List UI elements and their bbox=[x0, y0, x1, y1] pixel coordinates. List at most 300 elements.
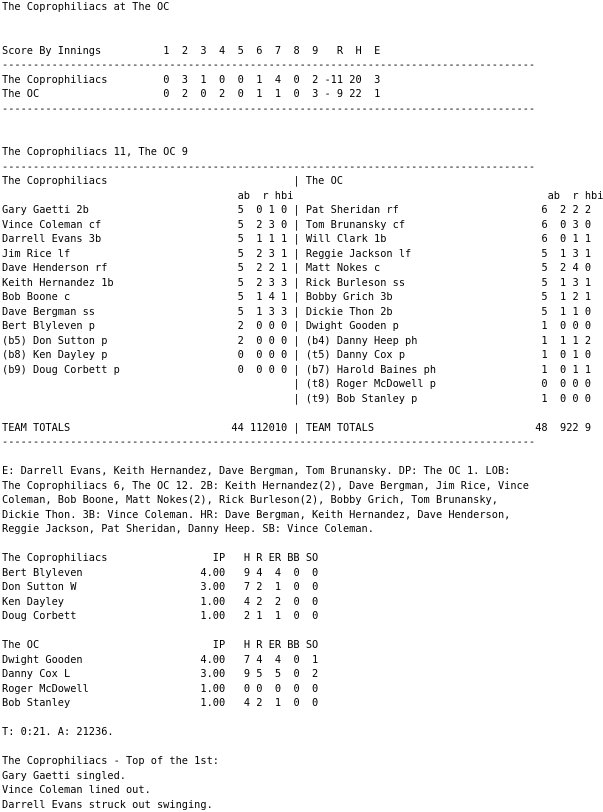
inning-score: 0 bbox=[163, 88, 169, 100]
batting-row: Darrell Evans 3b 5 1 1 1 | Will Clark 1b 6 0 1 1 bbox=[2, 232, 603, 247]
stat-r: 0 bbox=[560, 320, 566, 332]
stat-h: 3 bbox=[269, 277, 275, 289]
game-title bbox=[2, 0, 603, 15]
inning-header: 6 bbox=[256, 45, 262, 57]
inning-score: 2 bbox=[219, 88, 225, 100]
inning-score: 1 bbox=[200, 74, 206, 86]
stat-r: 1 bbox=[560, 291, 566, 303]
pitcher-name: Danny Cox L bbox=[2, 668, 70, 680]
pitching-header: IP bbox=[213, 552, 225, 564]
stat-h: 4 bbox=[269, 291, 275, 303]
stat-r: 11 bbox=[250, 422, 262, 434]
pitching-row bbox=[2, 653, 603, 668]
inning-header: 4 bbox=[219, 45, 225, 57]
stat-bi: 0 bbox=[281, 219, 287, 231]
pitching-header: IP bbox=[213, 639, 225, 651]
stat-header: h bbox=[585, 190, 591, 202]
stat-r: 0 bbox=[560, 349, 566, 361]
game-notes-text: Coleman, Bob Boone, Matt Nokes(2), Rick Burleson(2), Bobby Grich, Tom Brunansky, bbox=[2, 494, 498, 506]
away-batter-name: Dave Henderson rf bbox=[2, 262, 107, 274]
stat-h: 1 bbox=[269, 233, 275, 245]
pitching-stat-h: 4 bbox=[244, 596, 250, 608]
stat-bi: 0 bbox=[585, 320, 591, 332]
inning-score: 1 bbox=[256, 88, 262, 100]
pitching-row bbox=[2, 696, 603, 711]
stat-bi: 3 bbox=[281, 306, 287, 318]
stat-bi: 1 bbox=[585, 233, 591, 245]
stat-ab: 44 bbox=[231, 422, 243, 434]
stat-h: 3 bbox=[572, 248, 578, 260]
game-info-text: T: 0:21. A: 21236. bbox=[2, 726, 114, 738]
home-batter-name: Tom Brunansky cf bbox=[306, 219, 405, 231]
game-notes-text: Dickie Thon. 3B: Vince Coleman. HR: Dave Bergman, Keith Hernandez, Dave Henderson, bbox=[2, 509, 510, 521]
pitcher-name: Ken Dayley bbox=[2, 596, 64, 608]
pitching-header: ER bbox=[269, 552, 281, 564]
stat-h: 1 bbox=[572, 233, 578, 245]
pitching-stat-h: 0 bbox=[244, 683, 250, 695]
stat-h: 3 bbox=[269, 306, 275, 318]
batting-row: (b9) Doug Corbett p 0 0 0 0 | (b7) Harold Baines ph 1 0 1 1 bbox=[2, 363, 603, 378]
pitching-stat-bb: 0 bbox=[293, 697, 299, 709]
stat-bi: 0 bbox=[281, 335, 287, 347]
home-batter-name: (t8) Roger McDowell p bbox=[306, 378, 436, 390]
pitcher-name: Doug Corbett bbox=[2, 610, 76, 622]
hits-total: 22 bbox=[349, 88, 361, 100]
away-totals-label: TEAM TOTALS bbox=[2, 422, 70, 434]
stat-ab: 5 bbox=[238, 262, 244, 274]
inning-score: 4 bbox=[275, 74, 281, 86]
stat-h: 3 bbox=[572, 219, 578, 231]
stat-h: 3 bbox=[269, 248, 275, 260]
stat-ab: 5 bbox=[541, 248, 547, 260]
pitching-stat-bb: 0 bbox=[293, 567, 299, 579]
pitching-stat-so: 0 bbox=[312, 697, 318, 709]
away-batter-name: Dave Bergman ss bbox=[2, 306, 95, 318]
batting-row: | (t9) Bob Stanley p 1 0 0 0 bbox=[2, 392, 603, 407]
game-notes-line bbox=[2, 464, 603, 479]
stat-r: 2 bbox=[256, 277, 262, 289]
stat-bi: 0 bbox=[585, 306, 591, 318]
stat-h: 3 bbox=[269, 219, 275, 231]
blank-line bbox=[2, 624, 603, 639]
pbp-play bbox=[2, 769, 603, 784]
pitching-stat-ip: 1.00 bbox=[200, 596, 225, 608]
pitching-row bbox=[2, 580, 603, 595]
pitching-stat-er: 2 bbox=[275, 596, 281, 608]
inning-header: 5 bbox=[238, 45, 244, 57]
pitching-stat-h: 7 bbox=[244, 581, 250, 593]
pitching-header: SO bbox=[306, 552, 318, 564]
away-batter-name: Keith Hernandez 1b bbox=[2, 277, 114, 289]
pitching-stat-ip: 4.00 bbox=[200, 654, 225, 666]
stat-ab: 5 bbox=[238, 204, 244, 216]
pitching-stat-h: 9 bbox=[244, 567, 250, 579]
blank-line bbox=[2, 406, 603, 421]
stat-ab: 6 bbox=[541, 219, 547, 231]
stat-bi: 1 bbox=[585, 291, 591, 303]
stat-ab: 48 bbox=[535, 422, 547, 434]
pitching-stat-r: 5 bbox=[256, 668, 262, 680]
box-score-text bbox=[2, 0, 603, 812]
linescore-team: The Coprophiliacs bbox=[2, 74, 107, 86]
game-notes-text: Reggie Jackson, Pat Sheridan, Danny Heep. SB: Vince Coleman. bbox=[2, 523, 374, 535]
stat-h: 0 bbox=[269, 320, 275, 332]
stat-ab: 1 bbox=[541, 349, 547, 361]
batting-row: Vince Coleman cf 5 2 3 0 | Tom Brunansky cf 6 0 3 0 bbox=[2, 218, 603, 233]
home-batter-name: Rick Burleson ss bbox=[306, 277, 405, 289]
pitching-stat-er: 0 bbox=[275, 683, 281, 695]
stat-r: 0 bbox=[256, 349, 262, 361]
pitching-stat-r: 2 bbox=[256, 581, 262, 593]
away-batter-name: Jim Rice lf bbox=[2, 248, 70, 260]
stat-ab: 0 bbox=[238, 349, 244, 361]
stat-r: 2 bbox=[560, 262, 566, 274]
pitching-header: BB bbox=[287, 639, 299, 651]
pbp-heading-text: The Coprophiliacs - Top of the 1st: bbox=[2, 755, 219, 767]
stat-r: 0 bbox=[256, 364, 262, 376]
away-batter-name: (b8) Ken Dayley p bbox=[2, 349, 107, 361]
pitching-row bbox=[2, 595, 603, 610]
linescore-label: Score By Innings bbox=[2, 45, 101, 57]
stat-ab: 6 bbox=[541, 233, 547, 245]
stat-h: 3 bbox=[572, 277, 578, 289]
batting-row: Gary Gaetti 2b 5 0 1 0 | Pat Sheridan rf 6 2 2 2 bbox=[2, 203, 603, 218]
stat-r: 0 bbox=[256, 204, 262, 216]
stat-h: 1 bbox=[572, 364, 578, 376]
pitching-stat-ip: 1.00 bbox=[200, 697, 225, 709]
pitching-team: The Coprophiliacs bbox=[2, 552, 107, 564]
pitching-stat-so: 0 bbox=[312, 581, 318, 593]
divider-rule: -------------------------------------------------------------------------------------- bbox=[2, 160, 603, 175]
stat-bi: 10 bbox=[275, 422, 287, 434]
stat-h: 2 bbox=[572, 204, 578, 216]
batting-row: Dave Henderson rf 5 2 2 1 | Matt Nokes c 5 2 4 0 bbox=[2, 261, 603, 276]
away-batter-name: Bert Blyleven p bbox=[2, 320, 95, 332]
inning-score: 3 bbox=[182, 74, 188, 86]
blank-line bbox=[2, 15, 603, 30]
pitching-stat-r: 2 bbox=[256, 596, 262, 608]
stat-h: 1 bbox=[572, 306, 578, 318]
stat-bi: 0 bbox=[281, 204, 287, 216]
runs-total: 11 bbox=[331, 74, 343, 86]
pitching-stat-er: 4 bbox=[275, 654, 281, 666]
pitching-row bbox=[2, 667, 603, 682]
stat-r: 1 bbox=[256, 291, 262, 303]
stat-h: 4 bbox=[572, 262, 578, 274]
game-notes-line bbox=[2, 508, 603, 523]
batting-row: (b5) Don Sutton p 2 0 0 0 | (b4) Danny Heep ph 1 1 1 2 bbox=[2, 334, 603, 349]
game-notes-line bbox=[2, 522, 603, 537]
away-batter-name: (b5) Don Sutton p bbox=[2, 335, 107, 347]
pitching-header-row bbox=[2, 551, 603, 566]
stat-r: 0 bbox=[256, 320, 262, 332]
away-batter-name: Darrell Evans 3b bbox=[2, 233, 101, 245]
inning-score: 0 bbox=[293, 74, 299, 86]
away-batter-name: Bob Boone c bbox=[2, 291, 70, 303]
stat-ab: 5 bbox=[238, 291, 244, 303]
linescore-header bbox=[2, 44, 603, 59]
pitching-stat-r: 4 bbox=[256, 654, 262, 666]
stat-r: 2 bbox=[256, 219, 262, 231]
stat-ab: 5 bbox=[238, 248, 244, 260]
stat-r: 0 bbox=[560, 233, 566, 245]
stat-ab: 6 bbox=[541, 204, 547, 216]
stat-bi: 9 bbox=[585, 422, 591, 434]
batting-team-row: The Coprophiliacs | The OC bbox=[2, 174, 603, 189]
pitcher-name: Bert Blyleven bbox=[2, 567, 83, 579]
stat-bi: 1 bbox=[281, 262, 287, 274]
pitching-stat-bb: 0 bbox=[293, 581, 299, 593]
pitching-stat-ip: 3.00 bbox=[200, 668, 225, 680]
away-batter-name: Gary Gaetti 2b bbox=[2, 204, 89, 216]
pitching-header: H bbox=[244, 639, 250, 651]
game-title-text: The Coprophiliacs at The OC bbox=[2, 1, 169, 13]
stat-bi: 0 bbox=[585, 393, 591, 405]
stat-r: 2 bbox=[256, 262, 262, 274]
stat-h: 2 bbox=[572, 291, 578, 303]
game-notes-text: The Coprophiliacs 6, The OC 12. 2B: Keith Hernandez(2), Dave Bergman, Jim Rice, Vince bbox=[2, 480, 529, 492]
pitcher-name: Don Sutton W bbox=[2, 581, 76, 593]
inning-header: 7 bbox=[275, 45, 281, 57]
pitching-row bbox=[2, 682, 603, 697]
pitching-row bbox=[2, 566, 603, 581]
pitching-header: H bbox=[244, 552, 250, 564]
stat-h: 22 bbox=[566, 422, 578, 434]
linescore-team: The OC bbox=[2, 88, 39, 100]
pitching-stat-so: 0 bbox=[312, 596, 318, 608]
batting-row: Jim Rice lf 5 2 3 1 | Reggie Jackson lf 5 1 3 1 bbox=[2, 247, 603, 262]
stat-bi: 0 bbox=[281, 364, 287, 376]
game-info bbox=[2, 725, 603, 740]
stat-ab: 5 bbox=[541, 306, 547, 318]
stat-r: 0 bbox=[560, 364, 566, 376]
pitching-stat-bb: 0 bbox=[293, 610, 299, 622]
blank-line bbox=[2, 740, 603, 755]
inning-header: 9 bbox=[312, 45, 318, 57]
pitching-stat-ip: 4.00 bbox=[200, 567, 225, 579]
stat-bi: 1 bbox=[281, 291, 287, 303]
final-score-text: The Coprophiliacs 11, The OC 9 bbox=[2, 146, 188, 158]
stat-r: 0 bbox=[560, 393, 566, 405]
stat-h: 20 bbox=[262, 422, 274, 434]
stat-ab: 1 bbox=[541, 335, 547, 347]
inning-header: 3 bbox=[200, 45, 206, 57]
inning-score: 0 bbox=[293, 88, 299, 100]
stat-bi: 1 bbox=[585, 364, 591, 376]
pitching-stat-r: 1 bbox=[256, 610, 262, 622]
game-notes-line bbox=[2, 479, 603, 494]
inning-score: 0 bbox=[163, 74, 169, 86]
pbp-heading bbox=[2, 754, 603, 769]
pitching-stat-so: 2 bbox=[312, 668, 318, 680]
pitching-stat-bb: 0 bbox=[293, 683, 299, 695]
pbp-play-text: Vince Coleman lined out. bbox=[2, 784, 151, 796]
home-batting-team: The OC bbox=[306, 175, 343, 187]
stat-r: 0 bbox=[560, 219, 566, 231]
stat-h: 1 bbox=[269, 204, 275, 216]
blank-line bbox=[2, 131, 603, 146]
divider-rule: -------------------------------------------------------------------------------------- bbox=[2, 435, 603, 450]
final-score bbox=[2, 145, 603, 160]
hits-total: 20 bbox=[349, 74, 361, 86]
stat-bi: 2 bbox=[585, 335, 591, 347]
stat-ab: 2 bbox=[238, 335, 244, 347]
stat-header: r bbox=[572, 190, 578, 202]
pitching-stat-bb: 0 bbox=[293, 668, 299, 680]
stat-ab: 5 bbox=[238, 219, 244, 231]
pitching-stat-so: 0 bbox=[312, 610, 318, 622]
blank-line bbox=[2, 711, 603, 726]
stat-header: ab bbox=[548, 190, 560, 202]
pitching-stat-er: 1 bbox=[275, 581, 281, 593]
batting-row: | (t8) Roger McDowell p 0 0 0 0 bbox=[2, 377, 603, 392]
pitching-header: BB bbox=[287, 552, 299, 564]
stat-bi: 3 bbox=[281, 277, 287, 289]
stat-ab: 5 bbox=[238, 277, 244, 289]
stat-r: 1 bbox=[560, 248, 566, 260]
stat-ab: 2 bbox=[238, 320, 244, 332]
errors-total: 1 bbox=[374, 88, 380, 100]
stat-r: 2 bbox=[560, 204, 566, 216]
pitcher-name: Roger McDowell bbox=[2, 683, 89, 695]
stat-r: 1 bbox=[560, 335, 566, 347]
pitching-header-row bbox=[2, 638, 603, 653]
game-notes-line bbox=[2, 493, 603, 508]
pitcher-name: Dwight Gooden bbox=[2, 654, 83, 666]
stat-bi: 0 bbox=[585, 378, 591, 390]
stat-bi: 0 bbox=[281, 349, 287, 361]
batting-row: Dave Bergman ss 5 1 3 3 | Dickie Thon 2b 5 1 1 0 bbox=[2, 305, 603, 320]
inning-score: 2 bbox=[182, 88, 188, 100]
stat-h: 1 bbox=[572, 349, 578, 361]
stat-ab: 5 bbox=[541, 262, 547, 274]
stat-h: 0 bbox=[572, 393, 578, 405]
pbp-play bbox=[2, 798, 603, 812]
stat-ab: 0 bbox=[541, 378, 547, 390]
stat-bi: 0 bbox=[585, 219, 591, 231]
pitching-stat-r: 4 bbox=[256, 567, 262, 579]
inning-score: 0 bbox=[238, 74, 244, 86]
linescore-sep: - bbox=[324, 74, 330, 86]
pitching-header: ER bbox=[269, 639, 281, 651]
pitching-stat-er: 1 bbox=[275, 610, 281, 622]
stat-h: 0 bbox=[572, 378, 578, 390]
total-header: R bbox=[337, 45, 343, 57]
home-totals-label: TEAM TOTALS bbox=[306, 422, 374, 434]
away-batter-name: (b9) Doug Corbett p bbox=[2, 364, 120, 376]
pitching-stat-h: 9 bbox=[244, 668, 250, 680]
batting-row: Bert Blyleven p 2 0 0 0 | Dwight Gooden p 1 0 0 0 bbox=[2, 319, 603, 334]
stat-header: bi bbox=[281, 190, 293, 202]
home-batter-name: Reggie Jackson lf bbox=[306, 248, 411, 260]
batting-totals-row: TEAM TOTALS 44 112010 | TEAM TOTALS 48 922 9 bbox=[2, 421, 603, 436]
stat-r: 1 bbox=[560, 306, 566, 318]
game-notes-text: E: Darrell Evans, Keith Hernandez, Dave Bergman, Tom Brunansky. DP: The OC 1. LOB: bbox=[2, 465, 510, 477]
pitching-header: SO bbox=[306, 639, 318, 651]
blank-line bbox=[2, 450, 603, 465]
stat-h: 0 bbox=[269, 349, 275, 361]
pitcher-name: Bob Stanley bbox=[2, 697, 70, 709]
stat-r: 9 bbox=[560, 422, 566, 434]
pitching-stat-bb: 0 bbox=[293, 596, 299, 608]
stat-header: ab bbox=[238, 190, 250, 202]
inning-score: 1 bbox=[256, 74, 262, 86]
divider-rule: -------------------------------------------------------------------------------------- bbox=[2, 102, 603, 117]
pbp-play-text: Gary Gaetti singled. bbox=[2, 770, 126, 782]
stat-h: 0 bbox=[572, 320, 578, 332]
pitching-stat-ip: 1.00 bbox=[200, 683, 225, 695]
stat-bi: 1 bbox=[585, 277, 591, 289]
stat-r: 1 bbox=[256, 233, 262, 245]
home-batter-name: Matt Nokes c bbox=[306, 262, 380, 274]
away-batter-name: Vince Coleman cf bbox=[2, 219, 101, 231]
stat-ab: 5 bbox=[238, 233, 244, 245]
blank-line bbox=[2, 537, 603, 552]
errors-total: 3 bbox=[374, 74, 380, 86]
home-batter-name: Dwight Gooden p bbox=[306, 320, 399, 332]
pitching-stat-so: 0 bbox=[312, 567, 318, 579]
stat-ab: 1 bbox=[541, 364, 547, 376]
home-batter-name: Bobby Grich 3b bbox=[306, 291, 393, 303]
stat-h: 0 bbox=[269, 335, 275, 347]
stat-ab: 1 bbox=[541, 320, 547, 332]
stat-ab: 5 bbox=[541, 291, 547, 303]
stat-h: 2 bbox=[269, 262, 275, 274]
pitching-stat-h: 4 bbox=[244, 697, 250, 709]
total-header: E bbox=[374, 45, 380, 57]
inning-score: 0 bbox=[219, 74, 225, 86]
linescore-row bbox=[2, 73, 603, 88]
inning-header: 2 bbox=[182, 45, 188, 57]
pitching-stat-ip: 3.00 bbox=[200, 581, 225, 593]
stat-header: h bbox=[275, 190, 281, 202]
pitching-stat-r: 0 bbox=[256, 683, 262, 695]
stat-ab: 0 bbox=[238, 364, 244, 376]
home-batter-name: Dickie Thon 2b bbox=[306, 306, 393, 318]
inning-header: 8 bbox=[293, 45, 299, 57]
pitching-stat-er: 1 bbox=[275, 697, 281, 709]
batting-row: Keith Hernandez 1b 5 2 3 3 | Rick Burleson ss 5 1 3 1 bbox=[2, 276, 603, 291]
pitching-stat-ip: 1.00 bbox=[200, 610, 225, 622]
linescore-row bbox=[2, 87, 603, 102]
inning-score: 0 bbox=[238, 88, 244, 100]
pitching-header: R bbox=[256, 552, 262, 564]
total-header: H bbox=[356, 45, 362, 57]
home-batter-name: Pat Sheridan rf bbox=[306, 204, 399, 216]
inning-score: 2 bbox=[312, 74, 318, 86]
pitching-stat-so: 1 bbox=[312, 654, 318, 666]
stat-r: 1 bbox=[560, 277, 566, 289]
stat-r: 0 bbox=[560, 378, 566, 390]
stat-bi: 1 bbox=[585, 248, 591, 260]
pbp-play bbox=[2, 783, 603, 798]
blank-line bbox=[2, 116, 603, 131]
stat-header: r bbox=[262, 190, 268, 202]
pitching-stat-h: 7 bbox=[244, 654, 250, 666]
stat-r: 0 bbox=[256, 335, 262, 347]
stat-bi: 2 bbox=[585, 204, 591, 216]
inning-header: 1 bbox=[163, 45, 169, 57]
inning-score: 0 bbox=[200, 88, 206, 100]
pitching-stat-r: 2 bbox=[256, 697, 262, 709]
stat-r: 2 bbox=[256, 248, 262, 260]
stat-bi: 0 bbox=[281, 320, 287, 332]
pitching-stat-h: 2 bbox=[244, 610, 250, 622]
divider-rule: -------------------------------------------------------------------------------------- bbox=[2, 58, 603, 73]
stat-bi: 1 bbox=[281, 248, 287, 260]
inning-score: 3 bbox=[312, 88, 318, 100]
stat-r: 1 bbox=[256, 306, 262, 318]
